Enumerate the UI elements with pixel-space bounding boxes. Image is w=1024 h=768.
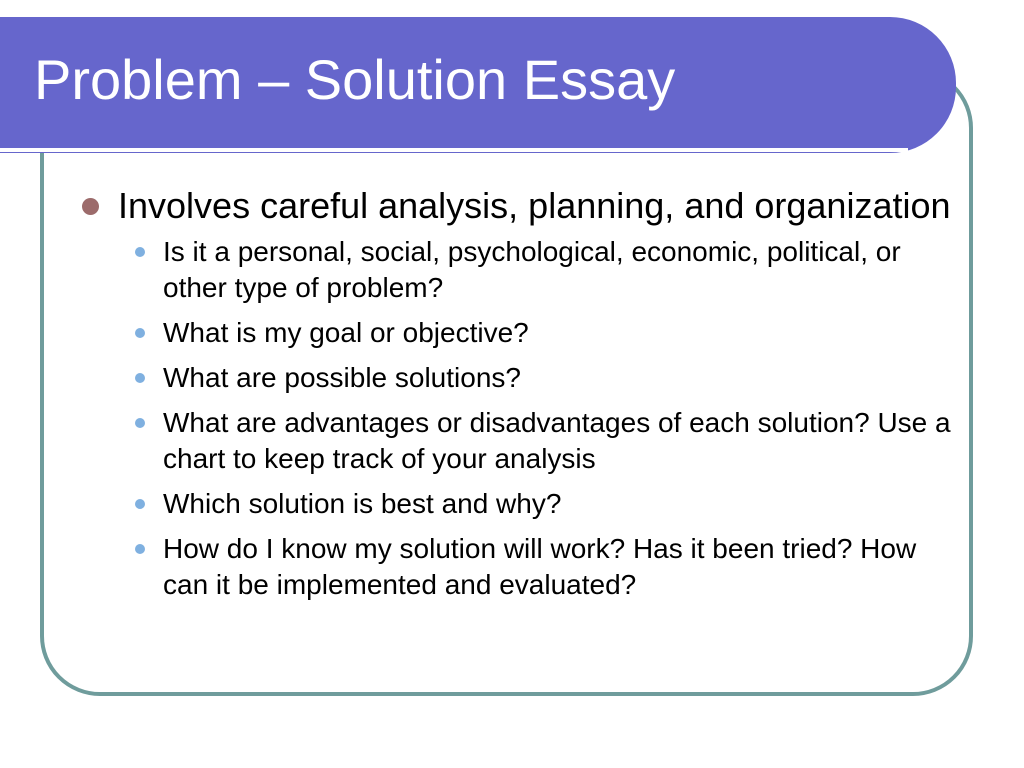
sub-bullet-list bbox=[78, 234, 958, 603]
sub-bullet-dot-icon bbox=[135, 499, 145, 509]
sub-bullet-item bbox=[78, 360, 958, 396]
sub-bullet-dot-icon bbox=[135, 544, 145, 554]
slide-title: Problem – Solution Essay bbox=[34, 48, 676, 111]
sub-bullet-text: Is it a personal, social, psychological, economic, political, or other type of problem? bbox=[163, 236, 901, 303]
sub-bullet-item bbox=[78, 531, 958, 603]
bullet-list bbox=[78, 186, 958, 612]
sub-bullet-text: How do I know my solution will work? Has it been tried? How can it be implemented and evaluated? bbox=[163, 533, 917, 600]
sub-bullet-item bbox=[78, 234, 958, 306]
main-bullet-item bbox=[78, 186, 958, 226]
sub-bullet-text: Which solution is best and why? bbox=[163, 488, 562, 519]
title-underline bbox=[0, 148, 908, 152]
sub-bullet-dot-icon bbox=[135, 247, 145, 257]
sub-bullet-dot-icon bbox=[135, 328, 145, 338]
sub-bullet-text: What is my goal or objective? bbox=[163, 317, 529, 348]
sub-bullet-text: What are advantages or disadvantages of each solution? Use a chart to keep track of your analysis bbox=[163, 407, 951, 474]
bullet-dot-icon bbox=[82, 198, 99, 215]
sub-bullet-dot-icon bbox=[135, 418, 145, 428]
sub-bullet-text: What are possible solutions? bbox=[163, 362, 521, 393]
sub-bullet-item bbox=[78, 315, 958, 351]
sub-bullet-dot-icon bbox=[135, 373, 145, 383]
sub-bullet-item bbox=[78, 405, 958, 477]
sub-bullet-item bbox=[78, 486, 958, 522]
main-bullet-text: Involves careful analysis, planning, and organization bbox=[118, 185, 951, 226]
